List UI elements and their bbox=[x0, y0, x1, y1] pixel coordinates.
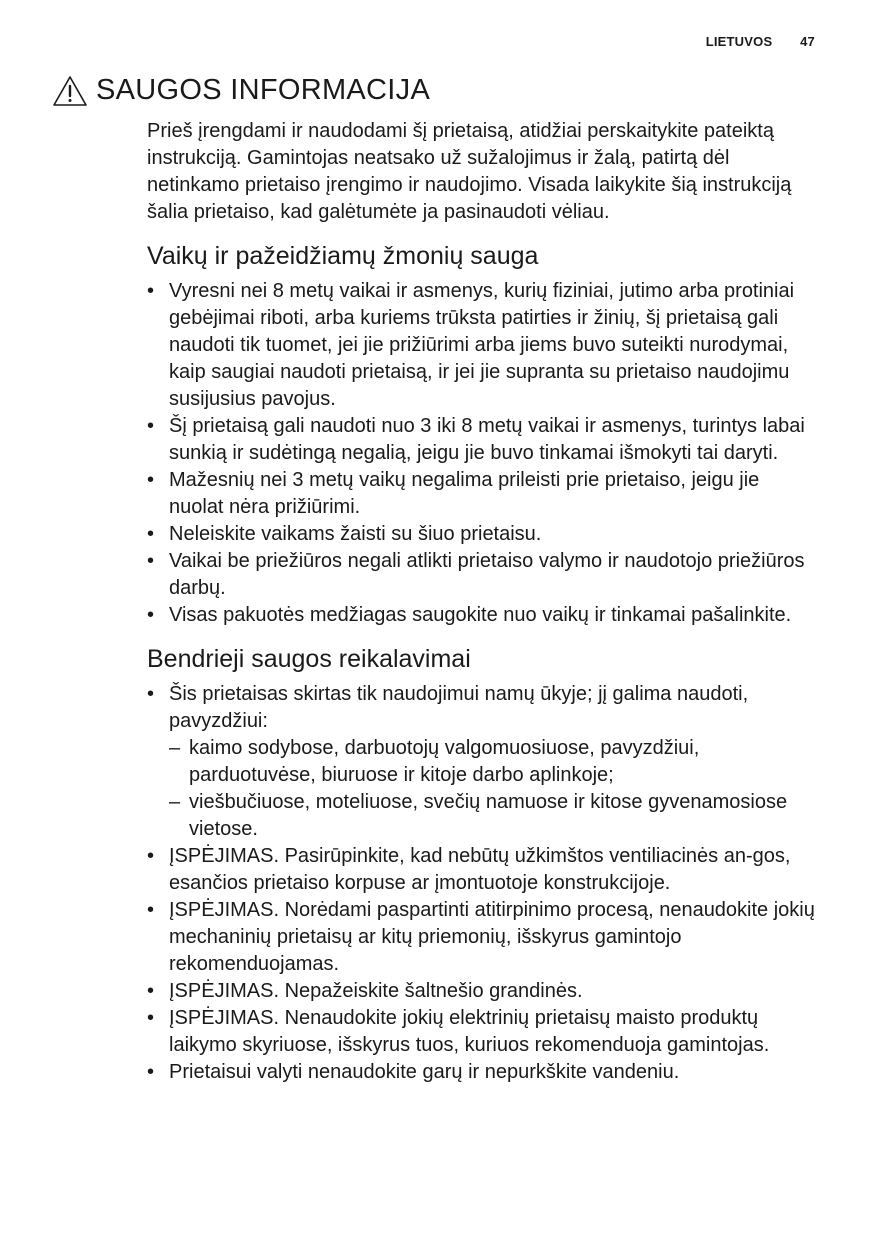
list-item: • Prietaisui valyti nenaudokite garų ir nepurkškite vandeniu. bbox=[147, 1059, 817, 1086]
list-item: • Vyresni nei 8 metų vaikai ir asmenys, kurių fiziniai, jutimo arba protiniai gebėjimai riboti, arba kuriems trūksta patirties ir žinių, šį prietaisą gali naudoti tik tuomet, jei jie prižiūrimi arba jiems buvo suteikti nurodymai, kaip saugiai naudoti prietaisą, ir jei jie supranta su prietaiso naudojimu susijusius pavojus. bbox=[147, 278, 817, 413]
warning-triangle-icon bbox=[52, 75, 88, 107]
list-item: • Šį prietaisą gali naudoti nuo 3 iki 8 metų vaikai ir asmenys, turintys labai sunkią ir sudėtingą negalią, jeigu jie buvo tinkamai išmokyti tai daryti. bbox=[147, 413, 817, 467]
list-item: • ĮSPĖJIMAS. Norėdami paspartinti atitirpinimo procesą, nenaudokite jokių mechaninių prietaisų ar kitų priemonių, išskyrus gamintojo rekomenduojamas. bbox=[147, 897, 817, 978]
section-title bbox=[52, 74, 430, 107]
list-item: • Neleiskite vaikams žaisti su šiuo prietaisu. bbox=[147, 521, 817, 548]
page-header bbox=[706, 34, 815, 49]
sub-list bbox=[169, 735, 817, 843]
sub-list-item: – viešbučiuose, moteliuose, svečių namuose ir kitose gyvenamosiose vietose. bbox=[169, 789, 817, 843]
children-safety-list bbox=[147, 278, 817, 629]
document-body bbox=[147, 118, 817, 1100]
list-item: • ĮSPĖJIMAS. Nepažeiskite šaltnešio grandinės. bbox=[147, 978, 817, 1005]
children-safety-heading: Vaikų ir pažeidžiamų žmonių sauga bbox=[147, 242, 539, 270]
general-safety-list bbox=[147, 681, 817, 1086]
section-title-text: SAUGOS INFORMACIJA bbox=[96, 74, 431, 106]
list-item: • Visas pakuotės medžiagas saugokite nuo vaikų ir tinkamai pašalinkite. bbox=[147, 602, 817, 629]
list-item: • Mažesnių nei 3 metų vaikų negalima prileisti prie prietaiso, jeigu jie nuolat nėra prižiūrimi. bbox=[147, 467, 817, 521]
list-item bbox=[147, 681, 817, 843]
intro-paragraph: Prieš įrengdami ir naudodami šį prietaisą, atidžiai perskaitykite pateiktą instrukciją. Gamintojas neatsako už sužalojimus ir žalą, patirtą dėl netinkamo prietaiso įrengimo ir naudojimo. Visada laikykite šią instrukciją šalia prietaiso, kad galėtumėte ja pasinaudoti vėliau. bbox=[147, 120, 792, 223]
page-number: 47 bbox=[800, 34, 815, 49]
list-item: • Vaikai be priežiūros negali atlikti prietaiso valymo ir naudotojo priežiūros darbų. bbox=[147, 548, 817, 602]
general-safety-heading: Bendrieji saugos reikalavimai bbox=[147, 645, 471, 673]
list-item: • ĮSPĖJIMAS. Pasirūpinkite, kad nebūtų užkimštos ventiliacinės an-gos, esančios prietaiso korpuse ar įmontuotoje konstrukcijoje. bbox=[147, 843, 817, 897]
header-language: LIETUVOS bbox=[705, 34, 773, 49]
list-item-text: Šis prietaisas skirtas tik naudojimui namų ūkyje; jį galima naudoti, pavyzdžiui: bbox=[169, 683, 749, 732]
list-item: • ĮSPĖJIMAS. Nenaudokite jokių elektrinių prietaisų maisto produktų laikymo skyriuose, išskyrus tuos, kuriuos rekomenduoja gamintojas. bbox=[147, 1005, 817, 1059]
sub-list-item: – kaimo sodybose, darbuotojų valgomuosiuose, pavyzdžiui, parduotuvėse, biuruose ir kitoje darbo aplinkoje; bbox=[169, 735, 817, 789]
